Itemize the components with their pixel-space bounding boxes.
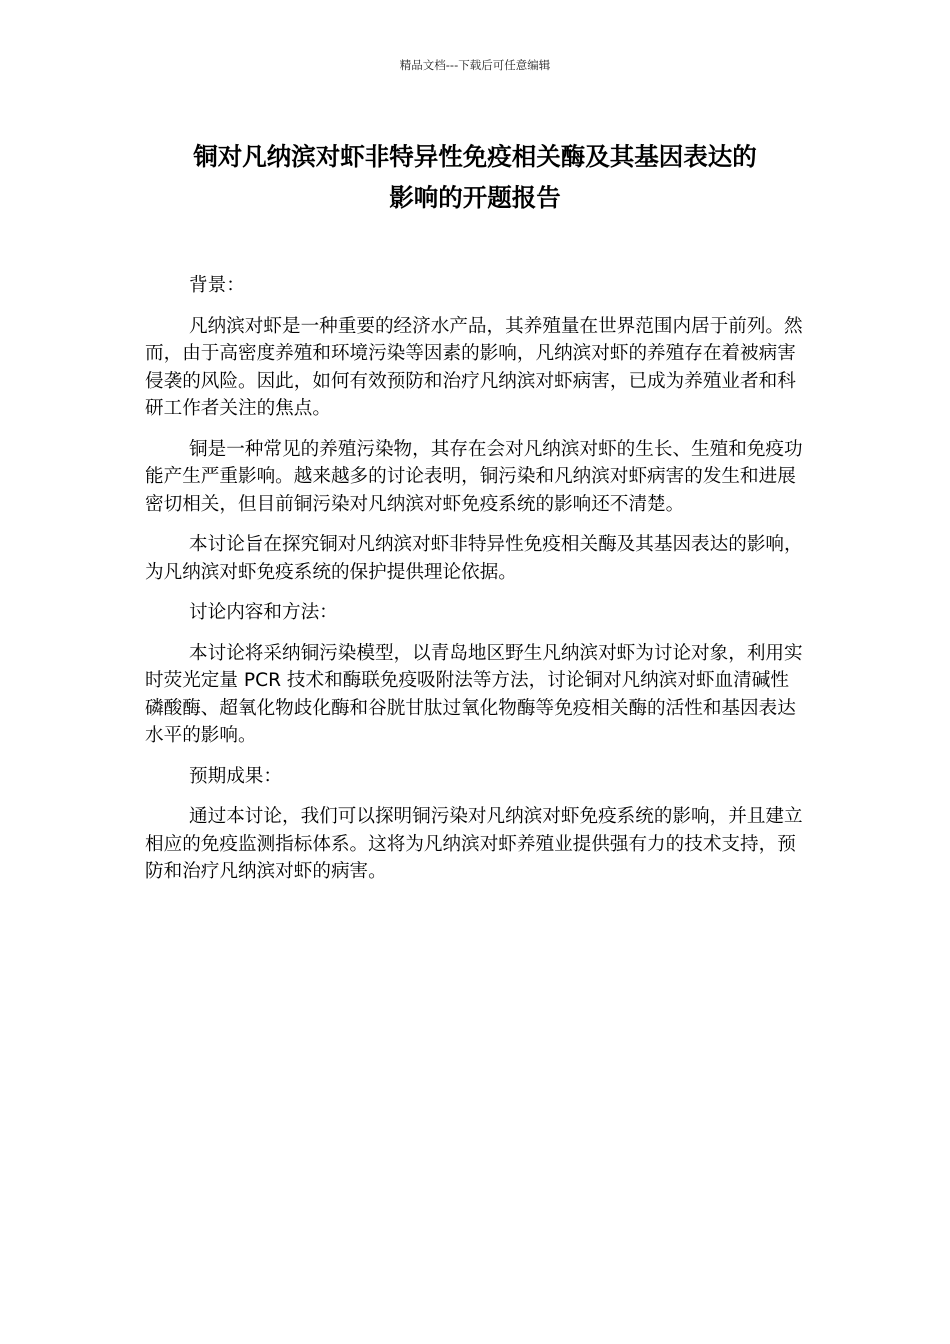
paragraph-background-1: 凡纳滨对虾是一种重要的经济水产品，其养殖量在世界范围内居于前列。然而，由于高密度养殖和环境污染等因素的影响，凡纳滨对虾的养殖存在着被病害侵袭的风险。因此，如何有效预防和治疗凡纳滨对虾病害，已成为养殖业者和科研工作者关注的焦点。 bbox=[145, 315, 803, 419]
section-heading-background: 背景： bbox=[189, 275, 245, 296]
paragraph-methods: 本讨论将采纳铜污染模型，以青岛地区野生凡纳滨对虾为讨论对象，利用实时荧光定量 PCR 技术和酶联免疫吸附法等方法，讨论铜对凡纳滨对虾血清碱性磷酸酶、超氧化物歧化酶和谷胱甘肽过氧化物酶等免疫相关酶的活性和基因表达水平的影响。 bbox=[145, 642, 803, 746]
paragraph-expected-results: 通过本讨论，我们可以探明铜污染对凡纳滨对虾免疫系统的影响，并且建立相应的免疫监测指标体系。这将为凡纳滨对虾养殖业提供强有力的技术支持，预防和治疗凡纳滨对虾的病害。 bbox=[145, 806, 803, 882]
document-title bbox=[143, 136, 807, 218]
document-body bbox=[145, 272, 803, 899]
section-heading-expected-results: 预期成果： bbox=[189, 765, 282, 787]
title-line-2: 影响的开题报告 bbox=[389, 183, 561, 212]
paragraph-background-2: 铜是一种常见的养殖污染物，其存在会对凡纳滨对虾的生长、生殖和免疫功能产生严重影响。越来越多的讨论表明，铜污染和凡纳滨对虾病害的发生和进展密切相关，但目前铜污染对凡纳滨对虾免疫系统的影响还不清楚。 bbox=[145, 438, 803, 515]
title-line-1: 铜对凡纳滨对虾非特异性免疫相关酶及其基因表达的 bbox=[193, 142, 757, 171]
page-header: 精品文档---下载后可任意编辑 bbox=[399, 58, 551, 72]
paragraph-background-3: 本讨论旨在探究铜对凡纳滨对虾非特异性免疫相关酶及其基因表达的影响，为凡纳滨对虾免疫系统的保护提供理论依据。 bbox=[145, 534, 803, 583]
section-heading-methods: 讨论内容和方法： bbox=[189, 602, 338, 623]
